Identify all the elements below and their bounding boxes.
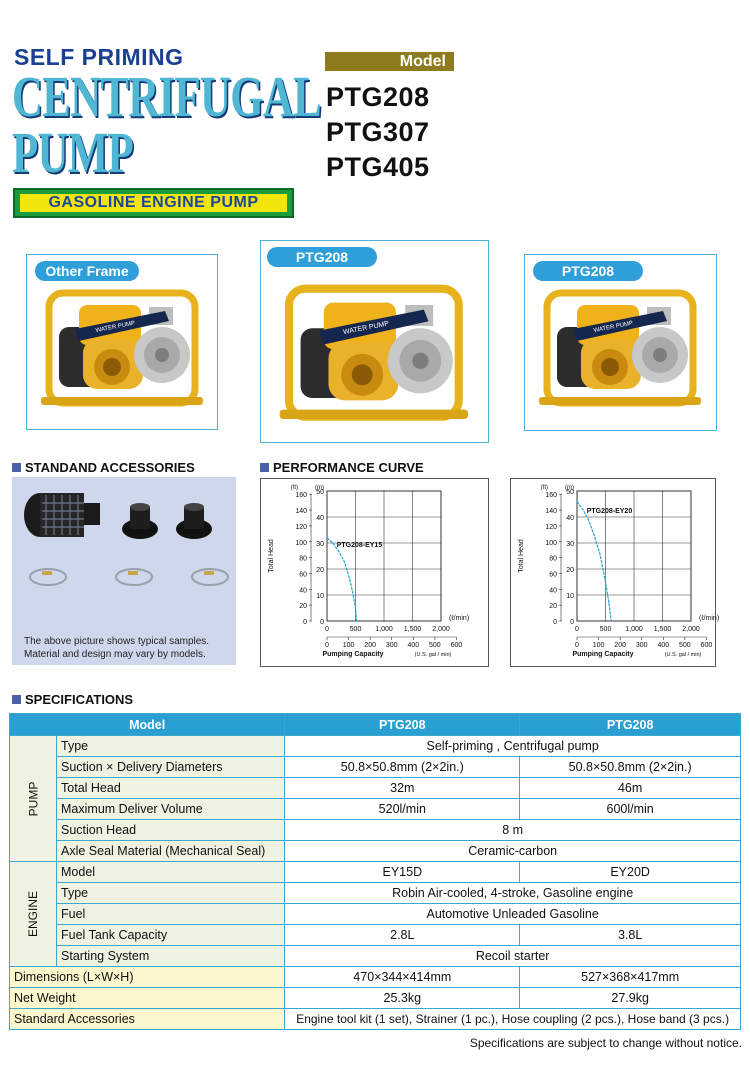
row-label: Total Head [57, 778, 285, 799]
row-label: Maximum Deliver Volume [57, 799, 285, 820]
y-tick-m: 0 [320, 619, 324, 626]
y-tick-m: 10 [566, 593, 574, 600]
cell-value: 50.8×50.8mm (2×2in.) [285, 757, 520, 778]
table-row [10, 820, 741, 841]
table-row [10, 946, 741, 967]
model-label: Model [325, 52, 454, 71]
pump-decal-text: WATER PUMP [342, 320, 390, 337]
y-tick-m: 10 [316, 593, 324, 600]
performance-chart-ptg208-ey20 [511, 479, 720, 666]
data-point [611, 620, 612, 621]
x-tick-l: 2,000 [682, 626, 700, 633]
x-tick-l: 500 [599, 626, 612, 633]
row-label: Model [57, 862, 285, 883]
y-tick-m: 40 [566, 515, 574, 522]
data-point [576, 501, 577, 502]
performance-curve-1 [260, 478, 489, 667]
model-name: PTG307 [326, 117, 430, 147]
x-unit: (ℓ/min) [699, 615, 720, 622]
subtitle: SELF PRIMING [14, 44, 184, 70]
row-label: Type [57, 736, 285, 757]
y-tick-ft: 120 [295, 523, 307, 531]
cell-value: Robin Air-cooled, 4-stroke, Gasoline engine [285, 883, 741, 904]
data-point [588, 519, 589, 520]
y-tick-m: 30 [566, 541, 574, 548]
y-tick-m: 20 [316, 567, 324, 574]
photo-label: Other Frame [35, 261, 139, 281]
row-label: Suction Head [57, 820, 285, 841]
table-row [10, 799, 741, 820]
y-tick-ft: 100 [295, 539, 307, 547]
photo-label: PTG208 [267, 247, 377, 267]
series-line [577, 501, 611, 621]
y-tick-m: 30 [316, 541, 324, 548]
data-point [355, 607, 356, 608]
hose-coupling-icon [176, 503, 212, 539]
data-point [582, 509, 583, 510]
header-cell: PTG208 [520, 714, 741, 736]
cell-value: 527×368×417mm [520, 967, 741, 988]
cell-value: 2.8L [285, 925, 520, 946]
row-label: Fuel [57, 904, 285, 925]
data-point [349, 579, 350, 580]
group-label-text: ENGINE [26, 890, 41, 938]
data-point [356, 620, 357, 621]
engine-type-badge [13, 188, 294, 218]
x-tick-gal: 0 [325, 642, 329, 649]
y-unit-ft: (ft) [290, 485, 298, 491]
series-label: PTG208-EY15 [336, 542, 383, 549]
y-tick-ft: 100 [545, 539, 557, 547]
y-tick-ft: 160 [295, 492, 307, 500]
y-tick-ft: 140 [295, 508, 307, 516]
cell-value: Engine tool kit (1 set), Strainer (1 pc.), Hose coupling (2 pcs.), Hose band (3 pcs.) [285, 1009, 741, 1030]
x-tick-gal: 200 [364, 642, 376, 649]
table-row [10, 1009, 741, 1030]
x-tick-gal: 500 [679, 642, 691, 649]
x-tick-l: 2,000 [432, 626, 450, 633]
product-photo-other-frame [26, 254, 218, 430]
y-tick-ft: 120 [545, 523, 557, 531]
table-row [10, 988, 741, 1009]
strainer-icon [24, 493, 100, 537]
specifications-table [9, 713, 741, 1030]
title-line-1: CENTRIFUGAL [12, 64, 322, 129]
performance-heading [260, 460, 424, 475]
x-unit: (ℓ/min) [449, 615, 470, 622]
cell-value: 470×344×414mm [285, 967, 520, 988]
row-label: Net Weight [10, 988, 285, 1009]
y-tick-ft: 60 [299, 571, 307, 579]
cell-value: EY20D [520, 862, 741, 883]
accessories-heading [12, 460, 195, 475]
x-tick-l: 0 [575, 626, 579, 633]
x-tick-gal: 400 [657, 642, 670, 649]
row-label: Fuel Tank Capacity [57, 925, 285, 946]
cell-value: Self-priming , Centrifugal pump [285, 736, 741, 757]
table-row [10, 925, 741, 946]
header-cell: Model [10, 714, 285, 736]
table-row [10, 778, 741, 799]
x-tick-l: 1,500 [403, 626, 422, 633]
pump-image [275, 275, 475, 435]
data-point [332, 542, 333, 543]
photo-label: PTG208 [533, 261, 643, 281]
y-tick-ft: 20 [299, 603, 307, 611]
cell-value: 27.9kg [520, 988, 741, 1009]
accessories-note-line: The above picture shows typical samples. [24, 636, 210, 647]
row-label: Dimensions (L×W×H) [10, 967, 285, 988]
cell-value: 520l/min [285, 799, 520, 820]
accessories-image [12, 477, 236, 607]
x-tick-gal: 300 [635, 642, 648, 649]
model-name: PTG405 [326, 152, 430, 182]
y-tick-ft: 40 [549, 587, 557, 595]
y-axis-label: Total Head [268, 539, 275, 573]
data-point [605, 581, 606, 582]
table-row [10, 967, 741, 988]
y-tick-ft: 0 [553, 619, 557, 626]
footnote: Specifications are subject to change without notice. [469, 1036, 742, 1050]
pump-image [535, 285, 707, 415]
x-tick-gal: 600 [700, 642, 713, 649]
pump-decal-text: WATER PUMP [95, 320, 136, 335]
y-unit-m: (m) [565, 485, 574, 491]
model-name: PTG208 [326, 82, 430, 112]
pump-decal-text: WATER PUMP [593, 320, 634, 335]
x-tick-l: 1,000 [375, 626, 393, 633]
y-unit-ft: (ft) [540, 485, 548, 491]
cell-value: EY15D [285, 862, 520, 883]
data-point [594, 535, 595, 536]
table-row [10, 883, 741, 904]
y-tick-ft: 80 [549, 555, 557, 563]
row-label: Starting System [57, 946, 285, 967]
data-point [344, 561, 345, 562]
header-cell: PTG208 [285, 714, 520, 736]
row-label: Suction × Delivery Diameters [57, 757, 285, 778]
x-tick-gal: 100 [592, 642, 605, 649]
title-line-2: PUMP [12, 120, 133, 185]
y-tick-m: 20 [566, 567, 574, 574]
product-photo-main [260, 240, 489, 443]
x-tick-l: 0 [325, 626, 329, 633]
x-axis-unit: (U.S. gal / min) [664, 652, 702, 658]
specifications-heading [12, 692, 133, 707]
row-label: Type [57, 883, 285, 904]
specifications-heading-text: SPECIFICATIONS [25, 692, 134, 707]
table-row [10, 862, 741, 883]
group-label-text: PUMP [26, 781, 41, 816]
table-row [10, 904, 741, 925]
cell-value: 32m [285, 778, 520, 799]
x-tick-gal: 600 [450, 642, 463, 649]
table-row [10, 841, 741, 862]
cell-value: 46m [520, 778, 741, 799]
cell-value: 8 m [285, 820, 741, 841]
cell-value: 600l/min [520, 799, 741, 820]
accessories-note [24, 635, 209, 661]
data-point [338, 550, 339, 551]
y-axis-label: Total Head [518, 539, 525, 573]
y-tick-ft: 140 [545, 508, 557, 516]
performance-chart-ptg208-ey15 [261, 479, 488, 666]
x-axis-label: Pumping Capacity [572, 651, 634, 658]
hose-coupling-icon [122, 503, 158, 539]
row-label: Standard Accessories [10, 1009, 285, 1030]
y-tick-m: 50 [566, 489, 574, 496]
y-unit-m: (m) [315, 485, 324, 491]
x-tick-l: 1,500 [653, 626, 672, 633]
series-label: PTG208-EY20 [586, 508, 633, 516]
cell-value: Recoil starter [285, 946, 741, 967]
table-header-row [10, 714, 741, 736]
y-tick-ft: 40 [299, 587, 307, 595]
table-row [10, 736, 741, 757]
x-tick-gal: 300 [385, 642, 398, 649]
series-line [327, 538, 357, 621]
y-tick-ft: 20 [549, 603, 557, 611]
data-point [352, 592, 353, 593]
y-tick-ft: 0 [303, 619, 307, 626]
cell-value: Ceramic-carbon [285, 841, 741, 862]
data-point [608, 602, 609, 603]
x-tick-gal: 0 [575, 642, 579, 649]
y-tick-ft: 160 [545, 492, 557, 500]
data-point [599, 553, 600, 554]
cell-value: 25.3kg [285, 988, 520, 1009]
x-tick-l: 1,000 [625, 626, 643, 633]
cell-value: Automotive Unleaded Gasoline [285, 904, 741, 925]
y-tick-ft: 60 [549, 571, 557, 579]
x-tick-gal: 100 [342, 642, 355, 649]
row-label: Axle Seal Material (Mechanical Seal) [57, 841, 285, 862]
cell-value: 3.8L [520, 925, 741, 946]
data-point [326, 537, 327, 538]
cell-value: 50.8×50.8mm (2×2in.) [520, 757, 741, 778]
x-tick-gal: 200 [614, 642, 626, 649]
x-tick-gal: 500 [429, 642, 441, 649]
accessories-note-line: Material and design may vary by models. [24, 649, 206, 660]
accessories-heading-text: STANDAND ACCESSORIES [25, 460, 195, 475]
performance-heading-text: PERFORMANCE CURVE [273, 460, 424, 475]
group-label-engine [10, 862, 57, 967]
y-tick-m: 0 [570, 619, 574, 626]
product-photo-ptg208 [524, 254, 717, 431]
x-axis-label: Pumping Capacity [322, 651, 384, 658]
x-tick-l: 500 [349, 626, 362, 633]
pump-image [37, 285, 209, 415]
table-row [10, 757, 741, 778]
y-tick-ft: 80 [299, 555, 307, 563]
y-tick-m: 40 [316, 515, 324, 522]
group-label-pump [10, 736, 57, 862]
x-tick-gal: 400 [407, 642, 420, 649]
performance-curve-2 [510, 478, 720, 667]
x-axis-unit: (U.S. gal / min) [414, 652, 452, 658]
engine-type-badge-text: GASOLINE ENGINE PUMP [20, 194, 287, 212]
y-tick-m: 50 [316, 489, 324, 496]
